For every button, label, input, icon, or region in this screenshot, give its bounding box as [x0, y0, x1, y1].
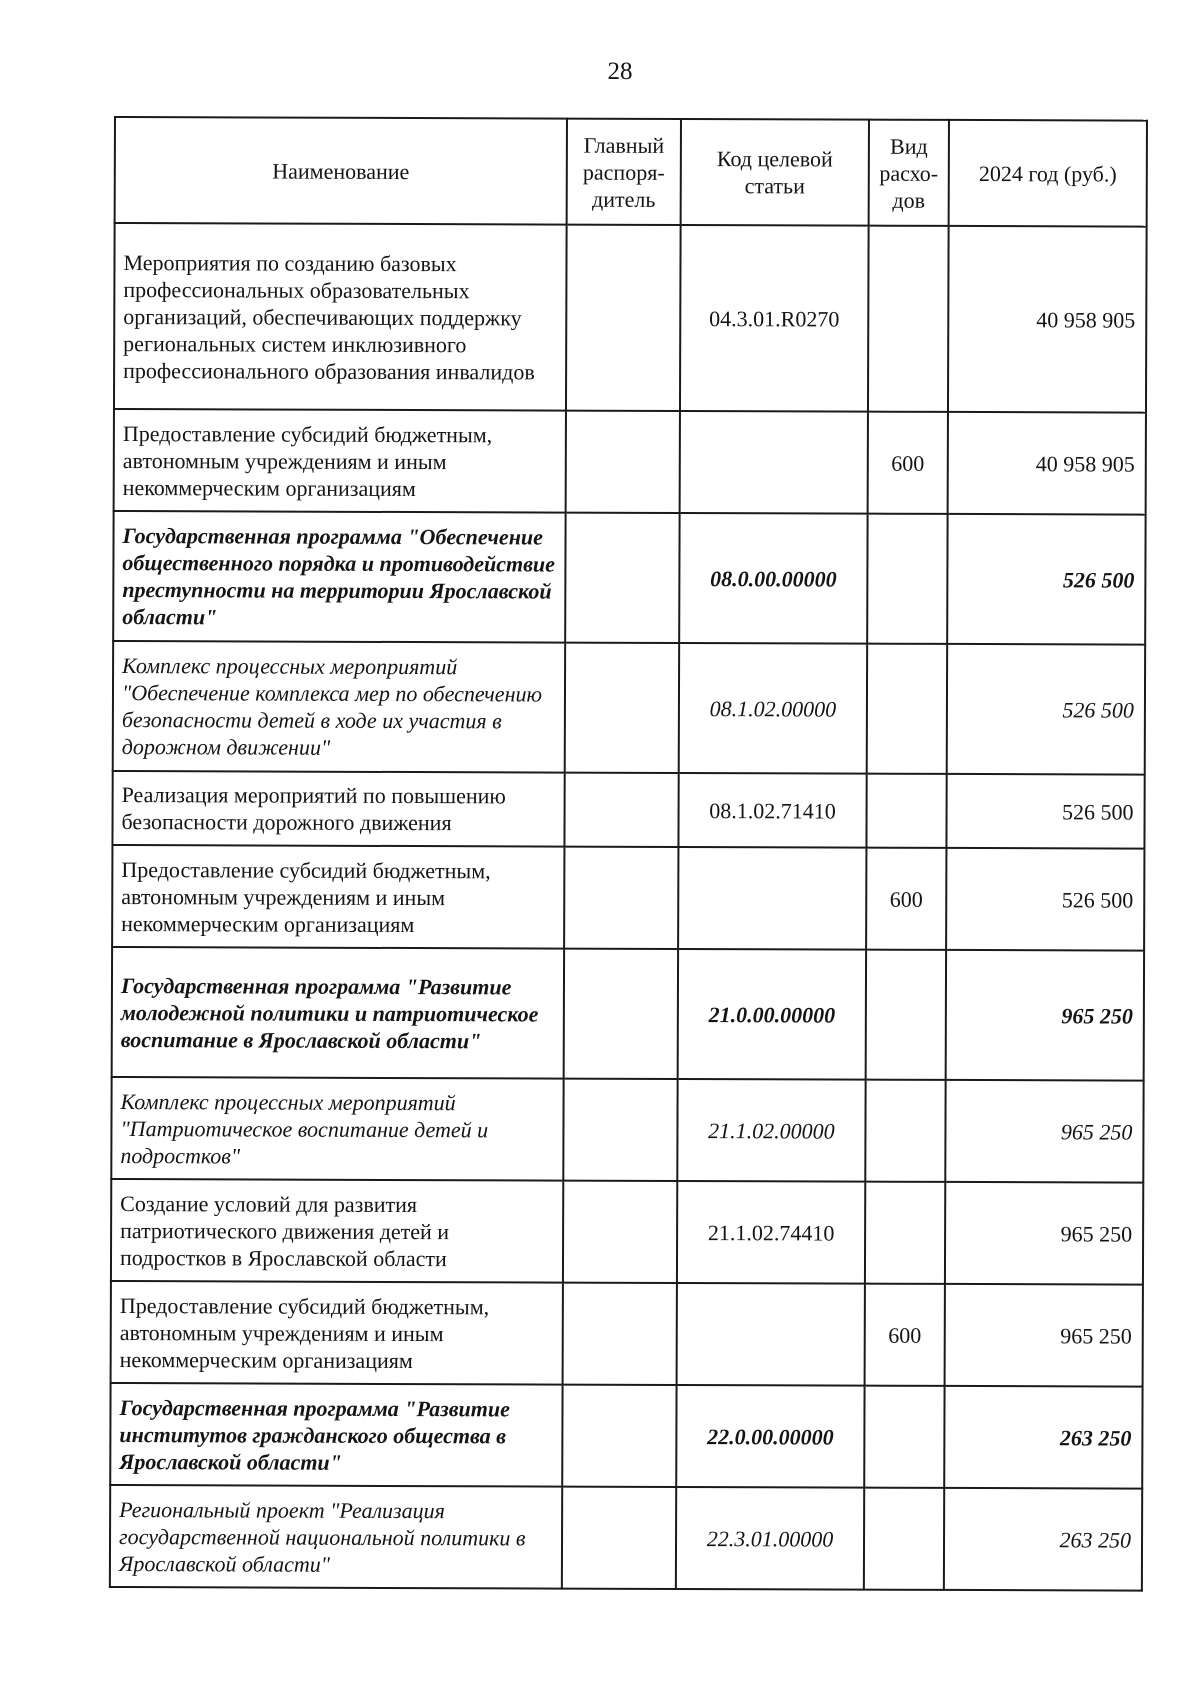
row-amount: 526 500: [947, 514, 1145, 645]
row-owner: [564, 773, 678, 847]
row-name: Реализация мероприятий по повышению безопасности дорожного движения: [112, 771, 564, 847]
row-code: 08.1.02.71410: [678, 773, 866, 848]
table-row: [112, 771, 1144, 849]
row-code: [677, 1283, 865, 1386]
row-amount: 40 958 905: [948, 412, 1146, 515]
row-owner: [563, 1181, 677, 1283]
header-code: Код целевой статьи: [681, 119, 869, 226]
row-kind: 600: [868, 412, 948, 514]
header-name: Наименование: [115, 117, 567, 225]
row-owner: [563, 1079, 677, 1181]
table-row: [111, 1179, 1143, 1285]
row-kind: [864, 1386, 944, 1488]
row-kind: [864, 1488, 944, 1590]
row-owner: [564, 949, 678, 1079]
row-amount: 263 250: [944, 1488, 1142, 1591]
row-owner: [565, 643, 679, 773]
row-name: Государственная программа "Развитие молодежной политики и патриотическое воспитание в Ярославской области": [112, 947, 564, 1079]
row-amount: 965 250: [946, 950, 1144, 1081]
row-name: Предоставление субсидий бюджетным, автономным учреждениям и иным некоммерческим организациям: [114, 409, 566, 513]
row-amount: 40 958 905: [948, 226, 1147, 413]
row-amount: 526 500: [947, 644, 1145, 775]
row-name: Создание условий для развития патриотического движения детей и подростков в Ярославской области: [111, 1179, 563, 1283]
row-code: [680, 411, 868, 514]
table-row: [111, 1281, 1143, 1387]
row-kind: 600: [866, 848, 946, 950]
row-amount: 965 250: [945, 1284, 1143, 1387]
table-row: [112, 947, 1144, 1081]
row-amount: 965 250: [945, 1182, 1143, 1285]
row-name: Государственная программа "Обеспечение общественного порядка и противодействие преступности на территории Ярославской области": [113, 511, 565, 643]
budget-table: [109, 116, 1148, 1592]
row-kind: 600: [865, 1284, 945, 1386]
row-kind: [868, 226, 949, 412]
row-kind: [867, 514, 947, 644]
row-kind: [867, 644, 947, 774]
row-code: 21.0.00.00000: [678, 949, 866, 1080]
row-amount: 965 250: [945, 1080, 1143, 1183]
row-kind: [866, 774, 946, 848]
row-name: Региональный проект "Реализация государственной национальной политики в Ярославской области": [110, 1485, 562, 1589]
row-code: 08.0.00.00000: [679, 513, 867, 644]
row-amount: 526 500: [946, 774, 1144, 849]
table-header-row: [115, 117, 1147, 227]
row-code: 22.0.00.00000: [676, 1385, 864, 1488]
row-amount: 526 500: [946, 848, 1144, 951]
table-row: [113, 511, 1145, 645]
row-code: 21.1.02.74410: [677, 1181, 865, 1284]
header-kind: Вид расхо-дов: [869, 120, 949, 226]
table-row: [110, 1383, 1142, 1489]
row-owner: [562, 1487, 676, 1589]
row-kind: [865, 1182, 945, 1284]
header-amount: 2024 год (руб.): [949, 120, 1147, 227]
page-number: 28: [607, 58, 633, 85]
row-owner: [564, 847, 678, 949]
row-kind: [866, 950, 946, 1080]
row-owner: [563, 1283, 677, 1385]
header-owner: Главный распоря-дитель: [567, 119, 681, 225]
table-row: [113, 641, 1145, 775]
row-code: 22.3.01.00000: [676, 1487, 864, 1590]
row-code: 21.1.02.00000: [677, 1079, 865, 1182]
table-row: [114, 409, 1146, 515]
row-owner: [566, 411, 680, 513]
row-code: [678, 847, 866, 950]
table-row: [114, 223, 1147, 413]
row-owner: [566, 225, 681, 411]
row-name: Предоставление субсидий бюджетным, автономным учреждениям и иным некоммерческим организациям: [111, 1281, 563, 1385]
row-code: 08.1.02.00000: [679, 643, 867, 774]
row-name: Предоставление субсидий бюджетным, автономным учреждениям и иным некоммерческим организациям: [112, 845, 564, 949]
row-owner: [562, 1385, 676, 1487]
row-kind: [865, 1080, 945, 1182]
table-row: [111, 1077, 1143, 1183]
row-name: Мероприятия по созданию базовых профессиональных образовательных организаций, обеспечивающих поддержку региональных систем инклюзивного профессионального образования инвалидов: [114, 223, 567, 411]
row-owner: [565, 513, 679, 643]
table-row: [112, 845, 1144, 951]
row-name: Комплекс процессных мероприятий "Патриотическое воспитание детей и подростков": [111, 1077, 563, 1181]
row-amount: 263 250: [944, 1386, 1142, 1489]
row-name: Государственная программа "Развитие институтов гражданского общества в Ярославской области": [110, 1383, 562, 1487]
row-code: 04.3.01.R0270: [680, 225, 869, 412]
table-row: [110, 1485, 1142, 1591]
row-name: Комплекс процессных мероприятий "Обеспечение комплекса мер по обеспечению безопасности детей в ходе их участия в дорожном движении": [113, 641, 565, 773]
